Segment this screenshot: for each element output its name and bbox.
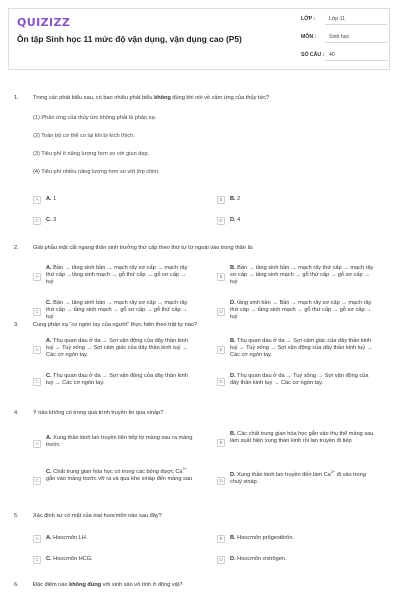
option-text (46, 338, 193, 360)
option-label: 2 (237, 196, 241, 202)
quizizz-logo: QUIZIZZ (17, 16, 71, 29)
statement: (1) Phản ứng của thủy tức không phải là phản xạ. (33, 115, 157, 121)
worksheet-meta (299, 9, 391, 71)
question-number: 1. (14, 95, 19, 101)
option-letter-box: C (33, 378, 41, 386)
option-prefix: D. (230, 373, 236, 379)
option-label: Hoocmôn ơstrôgen. (237, 556, 287, 562)
option-label: gắn vào màng trước vỡ ra và qua khe xináp đến màng sau (46, 476, 193, 483)
option-prefix: D. (230, 300, 236, 306)
option-prefix: D. (230, 556, 236, 562)
option-letter-box: A (33, 273, 41, 281)
meta-divider (325, 42, 387, 43)
option-b[interactable] (217, 534, 367, 543)
option-b[interactable] (217, 265, 377, 289)
option-label: Bần → tầng sinh bần → mạch rây sơ cấp → mạch rây thứ cấp → tầng sinh mạch → gỗ sơ cấp → gỗ thứ cấp → tuỷ (46, 300, 188, 321)
option-c[interactable] (33, 373, 193, 390)
meta-subject-label: MÔN : (301, 34, 317, 40)
option-prefix: D. (230, 217, 236, 223)
option-text (46, 556, 183, 563)
option-prefix: B. (230, 265, 236, 271)
question-number: 5. (14, 513, 19, 519)
option-text (230, 300, 377, 322)
option-a[interactable] (33, 435, 193, 452)
option-prefix: A. (46, 535, 52, 541)
option-a[interactable] (33, 195, 183, 204)
option-letter-box: B (217, 196, 225, 204)
option-text (230, 431, 377, 445)
option-text (230, 373, 377, 387)
option-letter-box: C (33, 556, 41, 564)
option-letter-box: A (33, 440, 41, 448)
option-letter-box: A (33, 346, 41, 354)
option-letter-box: D (217, 308, 225, 316)
option-text (230, 196, 367, 203)
superscript: 2+ (182, 467, 187, 472)
option-label: 4 (237, 217, 241, 223)
option-text (46, 373, 193, 387)
statement: (4) Tiêu phí nhiều năng lượng hơn so với lớp chim. (33, 169, 160, 175)
option-prefix: C. (46, 373, 52, 379)
worksheet-header (8, 8, 390, 70)
option-prefix: C. (46, 556, 52, 562)
superscript: 2+ (330, 470, 336, 475)
option-c[interactable] (33, 555, 183, 564)
question-text-emphasis: không (154, 95, 171, 101)
option-d[interactable] (217, 472, 377, 489)
question-text: Giải phẫu mặt cắt ngang thân sinh trưởng thứ cấp theo thứ tự từ ngoài vào trong thân là: (33, 245, 254, 251)
option-text (46, 469, 193, 483)
question-text (33, 95, 383, 102)
option-prefix: A. (46, 435, 52, 441)
meta-class-label: LỚP : (301, 16, 316, 22)
option-prefix: B. (230, 196, 236, 202)
option-d[interactable] (217, 216, 367, 225)
meta-divider (325, 24, 387, 25)
option-label: Các chất trung gian hóa học gắn vào thụ thể màng sau làm xuất hiện xung thần kinh rồi lan truyền đi tiếp (230, 431, 374, 445)
meta-count-value: 40 (329, 52, 335, 58)
option-prefix: C. (46, 469, 52, 475)
option-a[interactable] (33, 265, 193, 289)
option-c[interactable] (33, 300, 193, 324)
option-text (230, 338, 377, 360)
option-letter-box: A (33, 196, 41, 204)
option-a[interactable] (33, 534, 183, 543)
worksheet-title: Ôn tập Sinh học 11 mức độ vận dụng, vận dụng cao (P5) (17, 34, 242, 44)
meta-count-label: SỐ CÂU : (301, 52, 325, 58)
option-text (46, 535, 183, 542)
option-prefix: C. (46, 300, 52, 306)
option-letter-box: D (217, 477, 225, 485)
option-prefix: A. (46, 196, 52, 202)
option-d[interactable] (217, 555, 367, 564)
option-prefix: B. (230, 431, 236, 437)
option-letter-box: B (217, 535, 225, 543)
question-text-part: Trong các phát biểu sau, có bao nhiêu phát biểu (33, 95, 155, 101)
option-letter-box: C (33, 477, 41, 485)
option-letter-box: C (33, 308, 41, 316)
option-letter-box: D (217, 378, 225, 386)
question-text-part: đúng khi nói về cảm ứng của thủy tức? (170, 95, 270, 101)
option-letter-box: A (33, 535, 41, 543)
option-text (230, 535, 367, 542)
option-prefix: B. (230, 535, 236, 541)
option-letter-box: B (217, 439, 225, 447)
option-a[interactable] (33, 338, 193, 362)
option-prefix: B. (230, 338, 236, 344)
option-text (46, 217, 183, 224)
statement: (3) Tiêu phí ít năng lượng hơn so với giun dẹp. (33, 151, 150, 157)
question-text-emphasis: không đúng (69, 582, 102, 588)
question-number: 3. (14, 322, 19, 328)
question-text (33, 582, 383, 589)
option-c[interactable] (33, 469, 193, 493)
option-letter-box: B (217, 346, 225, 354)
question-text-part: Đặc điểm nào (33, 582, 70, 588)
option-prefix: D. (230, 472, 236, 478)
question-text: Cung phản xạ "co ngón tay của người" thực hiện theo trật tự nào? (33, 322, 198, 328)
option-prefix: A. (46, 265, 52, 271)
meta-subject-row (299, 29, 389, 45)
statement: (2) Toàn bộ cơ thể co lại khi bị kích thích. (33, 133, 135, 139)
option-label: Thụ quan đau ở da → Sợi vận động của dây thần kinh tuỷ → Tuỷ sống → Sợi cảm giác của dây thần kinh tuỷ → Các cơ ngón tay. (46, 338, 188, 359)
option-text (230, 217, 367, 224)
option-text (46, 196, 183, 203)
option-text (46, 265, 193, 287)
option-label: Hoocmôn LH. (53, 535, 88, 541)
option-label: Thụ quan đau ở da → Tuỷ sống → Sợi vận động của dây thần kinh tuỷ → Các cơ ngón tay. (230, 373, 369, 387)
option-b[interactable] (217, 195, 367, 204)
option-b[interactable] (217, 431, 377, 455)
option-label: 3 (53, 217, 57, 223)
question-number: 6. (14, 582, 19, 588)
option-label: Hoocmôn HCG. (53, 556, 93, 562)
option-label: Chất trung gian hóa học có trong các bóng được Ca (53, 469, 183, 475)
option-b[interactable] (217, 338, 377, 362)
option-prefix: A. (46, 338, 52, 344)
option-text (230, 472, 377, 486)
question-number: 4. (14, 410, 19, 416)
option-letter-box: B (217, 273, 225, 281)
option-text (230, 556, 367, 563)
question-number: 2. (14, 245, 19, 251)
meta-class-value: Lớp 11 (329, 16, 345, 22)
option-label: Bần → tầng sinh bần → mạch rây thứ cấp → mạch rây sơ cấp → tầng sinh mạch → gỗ thứ cấp → gỗ sơ cấp → tuỷ (230, 265, 374, 286)
option-letter-box: D (217, 217, 225, 225)
meta-divider (325, 60, 387, 61)
option-letter-box: D (217, 556, 225, 564)
option-label: Xung thần kinh lan truyền liên tiếp từ màng sau ra màng trước (46, 435, 193, 449)
option-d[interactable] (217, 373, 377, 390)
option-text (46, 300, 193, 322)
option-label: Xung thần kinh lan truyền đến làm Ca (237, 472, 331, 478)
option-label: Thụ quan đau ở da → Sợi cảm giác của dây thần kinh tuỷ → Tuỷ sống → Sợi vận động của dây thần kinh tuỷ → Các cơ ngón tay. (230, 338, 373, 359)
option-label: đi vào trong chuỳ xináp. (230, 472, 366, 486)
option-label: Bần → tầng sinh bần → mạch rây sơ cấp → mạch rây thứ cấp →tầng sinh mạch → gỗ thứ cấp → gỗ sơ cấp → tuỷ (46, 265, 188, 286)
question-text: Xác định sự có mặt của loại hoocmôn nào sau đây? (33, 513, 162, 519)
option-text (230, 265, 377, 287)
meta-subject-value: Sinh học (329, 34, 350, 40)
question-text-part: với sinh sản vô tính ở động vật? (101, 582, 183, 588)
meta-class-row (299, 11, 389, 27)
option-c[interactable] (33, 216, 183, 225)
option-label: Hoocmôn prôgestêrôn. (237, 535, 295, 541)
option-text (46, 435, 193, 449)
option-label: tầng sinh bần → Bần → mạch rây sơ cấp → mạch rây thứ cấp → tầng sinh mạch → gỗ thứ cấp → gỗ sơ cấp → tuỷ (230, 300, 372, 321)
question-text: Ý nào không có trong quá trình truyền tin qua xináp? (33, 410, 164, 416)
option-letter-box: C (33, 217, 41, 225)
option-label: Thụ quan đau ở da → Sợi vận động của dây thần kinh tuỷ → Các cơ ngón tay. (46, 373, 188, 387)
option-d[interactable] (217, 300, 377, 324)
meta-count-row (299, 47, 389, 63)
option-label: 1 (53, 196, 57, 202)
option-prefix: C. (46, 217, 52, 223)
